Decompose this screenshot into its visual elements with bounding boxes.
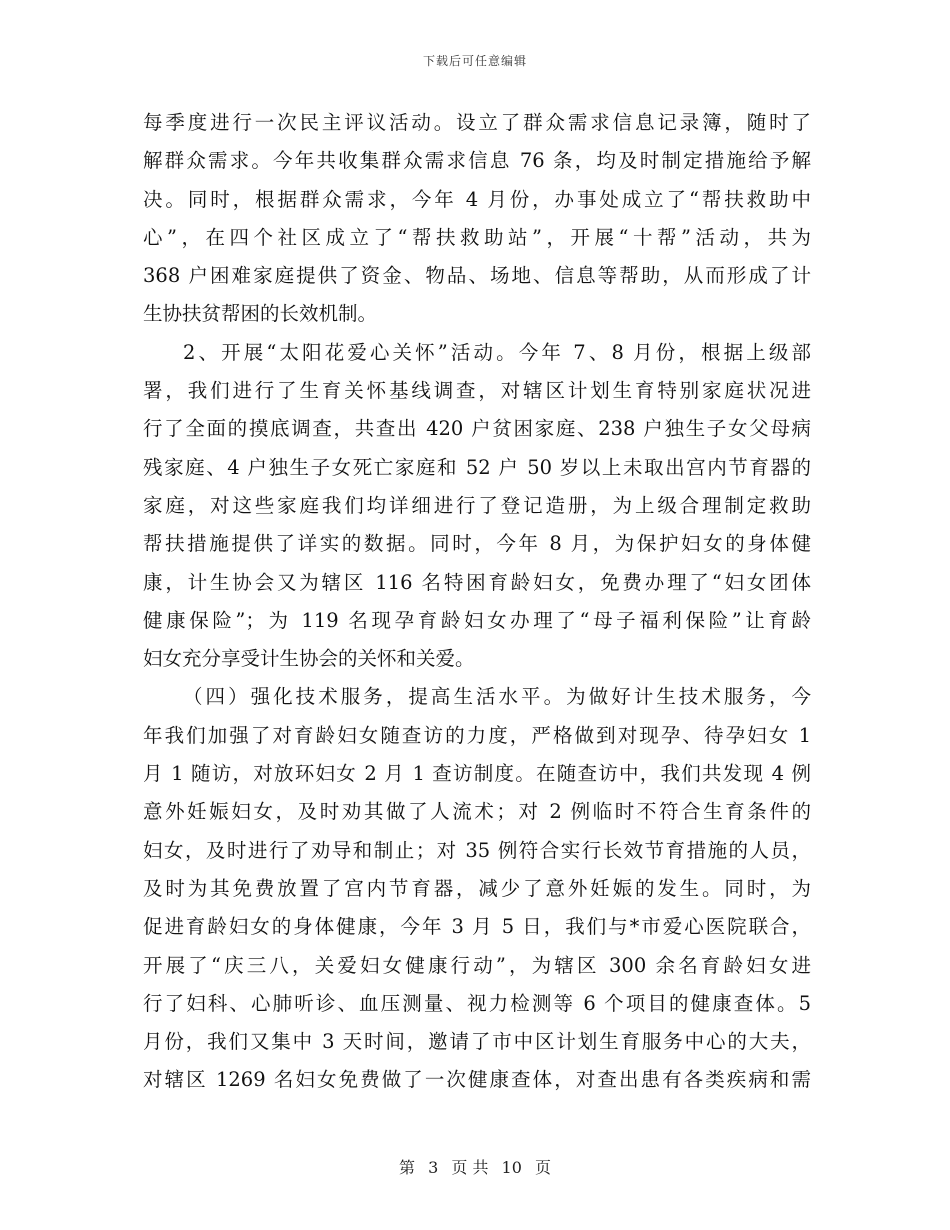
body-line: 2、开展“太阳花爱心关怀”活动。今年 7、8 月份，根据上级部 <box>183 340 811 364</box>
page-footer <box>0 1155 950 1178</box>
body-line: 妇女，及时进行了劝导和制止；对 35 例符合实行长效节育措施的人员， <box>143 838 811 862</box>
body-line: 健康保险”；为 119 名现孕育龄妇女办理了“母子福利保险”让育龄 <box>143 608 811 632</box>
body-line: 月份，我们又集中 3 天时间，邀请了市中区计划生育服务中心的大夫， <box>143 1030 811 1054</box>
body-line: 对辖区 1269 名妇女免费做了一次健康查体，对查出患有各类疾病和需 <box>143 1068 811 1092</box>
body-line: 康，计生协会又为辖区 116 名特困育龄妇女，免费办理了“妇女团体 <box>143 570 811 594</box>
body-line: 每季度进行一次民主评议活动。设立了群众需求信息记录簿，随时了 <box>143 111 811 134</box>
body-line: 决。同时，根据群众需求，今年 4 月份，办事处成立了“帮扶救助中 <box>143 187 811 211</box>
body-line: 行了全面的摸底调查，共查出 420 户贫困家庭、238 户独生子女父母病 <box>143 417 811 441</box>
body-line: 意外妊娠妇女，及时劝其做了人流术；对 2 例临时不符合生育条件的 <box>143 800 811 824</box>
body-line: 月 1 随访，对放环妇女 2 月 1 查访制度。在随查访中，我们共发现 4 例 <box>143 762 811 786</box>
body-line: 368 户困难家庭提供了资金、物品、场地、信息等帮助，从而形成了计 <box>143 264 811 288</box>
footer-page-number: 3 <box>428 1158 439 1177</box>
footer-suffix: 页 <box>535 1158 552 1177</box>
body-line: 署，我们进行了生育关怀基线调查，对辖区计划生育特别家庭状况进 <box>143 379 811 403</box>
footer-total-pages: 10 <box>501 1158 522 1177</box>
body-line: 开展了“庆三八，关爱妇女健康行动”，为辖区 300 余名育龄妇女进 <box>143 953 811 977</box>
footer-middle: 页 共 <box>451 1158 489 1177</box>
body-line: 家庭，对这些家庭我们均详细进行了登记造册，为上级合理制定救助 <box>143 493 811 517</box>
body-line: 生协扶贫帮困的长效机制。 <box>143 302 378 326</box>
body-line: 及时为其免费放置了宫内节育器，减少了意外妊娠的发生。同时，为 <box>143 876 811 900</box>
body-line: 心”，在四个社区成立了“帮扶救助站”，开展“十帮”活动，共为 <box>143 225 811 249</box>
document-body <box>143 104 811 1100</box>
footer-prefix: 第 <box>398 1158 415 1177</box>
body-line: 年我们加强了对育龄妇女随查访的力度，严格做到对现孕、待孕妇女 1 <box>143 723 811 747</box>
body-line: 妇女充分享受计生协会的关怀和关爱。 <box>143 647 475 671</box>
page-header <box>0 52 950 69</box>
body-line: （四）强化技术服务，提高生活水平。为做好计生技术服务，今 <box>183 685 811 709</box>
body-line: 行了妇科、心肺听诊、血压测量、视力检测等 6 个项目的健康查体。5 <box>143 991 811 1015</box>
header-text: 下载后可任意编辑 <box>422 54 527 68</box>
body-line: 残家庭、4 户独生子女死亡家庭和 52 户 50 岁以上未取出宫内节育器的 <box>143 455 811 479</box>
body-line: 解群众需求。今年共收集群众需求信息 76 条，均及时制定措施给予解 <box>143 149 811 173</box>
body-line: 促进育龄妇女的身体健康，今年 3 月 5 日，我们与*市爱心医院联合， <box>143 915 811 939</box>
body-line: 帮扶措施提供了详实的数据。同时，今年 8 月，为保护妇女的身体健 <box>143 532 811 556</box>
